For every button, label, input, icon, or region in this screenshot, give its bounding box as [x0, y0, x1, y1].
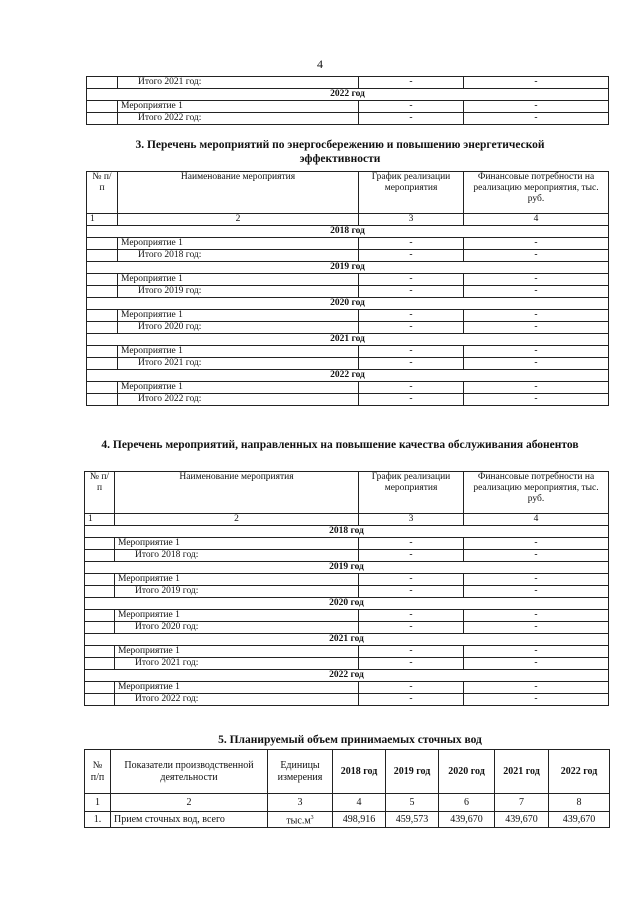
row-label: Итого 2021 год:	[115, 658, 359, 670]
row-label: Итого 2021 год:	[118, 77, 359, 89]
col-number: 2	[118, 214, 359, 226]
col-header-indicator: Показатели производственной деятельности	[111, 750, 268, 794]
finance-cell: -	[464, 622, 609, 634]
table-row	[85, 658, 609, 670]
header-row	[85, 750, 610, 794]
table-row	[87, 89, 609, 101]
year-row: 2018 год	[85, 526, 609, 538]
finance-cell: -	[464, 694, 609, 706]
finance-cell: -	[464, 322, 609, 334]
row-label: Итого 2018 год:	[115, 550, 359, 562]
schedule-cell: -	[359, 322, 464, 334]
value-cell: 459,573	[386, 812, 439, 828]
col-number: 4	[464, 514, 609, 526]
table-row	[87, 298, 609, 310]
row-label: Мероприятие 1	[118, 101, 359, 113]
col-number: 1	[85, 794, 111, 812]
year-row: 2020 год	[85, 598, 609, 610]
value-cell: 439,670	[549, 812, 610, 828]
schedule-cell: -	[359, 610, 464, 622]
table-row	[87, 322, 609, 334]
schedule-cell: -	[359, 550, 464, 562]
header-row	[87, 172, 609, 214]
row-label: Итого 2022 год:	[118, 394, 359, 406]
year-row: 2019 год	[87, 262, 609, 274]
col-header-schedule: График реализации мероприятия	[359, 172, 464, 214]
col-header-year: 2020 год	[439, 750, 495, 794]
unit-text: тыс.м	[286, 815, 311, 827]
finance-cell: -	[464, 358, 609, 370]
schedule-cell: -	[359, 77, 464, 89]
col-number: 4	[333, 794, 386, 812]
col-number: 1	[85, 514, 115, 526]
schedule-cell: -	[359, 622, 464, 634]
finance-cell: -	[464, 113, 609, 125]
row-label: Мероприятие 1	[118, 382, 359, 394]
row-label: Мероприятие 1	[115, 646, 359, 658]
row-label: Итого 2019 год:	[115, 586, 359, 598]
col-header-name: Наименование мероприятия	[115, 472, 359, 514]
finance-cell: -	[464, 550, 609, 562]
top-fragment-table	[86, 76, 609, 125]
schedule-cell: -	[359, 538, 464, 550]
table-row	[87, 334, 609, 346]
year-row: 2020 год	[87, 298, 609, 310]
year-row: 2021 год	[87, 334, 609, 346]
col-number-row	[87, 214, 609, 226]
col-number-row	[85, 514, 609, 526]
section3-title: 3. Перечень мероприятий по энергосбережению и повышению энергетической эффективности	[135, 139, 545, 165]
table-row	[85, 812, 610, 828]
table-row	[87, 382, 609, 394]
year-row: 2022 год	[87, 89, 609, 101]
finance-cell: -	[464, 250, 609, 262]
col-number: 5	[386, 794, 439, 812]
table-row	[85, 598, 609, 610]
row-label: Итого 2020 год:	[115, 622, 359, 634]
table-row	[87, 310, 609, 322]
col-number: 7	[495, 794, 549, 812]
schedule-cell: -	[359, 382, 464, 394]
col-header-year: 2021 год	[495, 750, 549, 794]
col-header-num: № п/п	[85, 750, 111, 794]
year-row: 2021 год	[85, 634, 609, 646]
col-header-finance: Финансовые потребности на реализацию мероприятия, тыс. руб.	[464, 472, 609, 514]
table-row	[85, 526, 609, 538]
finance-cell: -	[464, 382, 609, 394]
schedule-cell: -	[359, 574, 464, 586]
table-row	[87, 286, 609, 298]
finance-cell: -	[464, 682, 609, 694]
header-row	[85, 472, 609, 514]
col-number: 2	[111, 794, 268, 812]
table-row	[87, 77, 609, 89]
table-row	[85, 610, 609, 622]
finance-cell: -	[464, 394, 609, 406]
value-cell: 498,916	[333, 812, 386, 828]
schedule-cell: -	[359, 694, 464, 706]
table-row	[85, 586, 609, 598]
table-row	[85, 622, 609, 634]
col-header-schedule: График реализации мероприятия	[359, 472, 464, 514]
row-label: Мероприятие 1	[118, 238, 359, 250]
col-number: 2	[115, 514, 359, 526]
schedule-cell: -	[359, 646, 464, 658]
table-row	[87, 370, 609, 382]
section5-table	[84, 749, 610, 828]
table-row	[85, 634, 609, 646]
finance-cell: -	[464, 346, 609, 358]
schedule-cell: -	[359, 346, 464, 358]
schedule-cell: -	[359, 682, 464, 694]
row-label: Мероприятие 1	[118, 274, 359, 286]
row-label: Мероприятие 1	[118, 346, 359, 358]
row-label: Мероприятие 1	[115, 610, 359, 622]
row-label: Итого 2020 год:	[118, 322, 359, 334]
table-row	[85, 574, 609, 586]
schedule-cell: -	[359, 286, 464, 298]
col-number: 3	[359, 514, 464, 526]
col-number: 6	[439, 794, 495, 812]
col-number: 4	[464, 214, 609, 226]
col-header-year: 2018 год	[333, 750, 386, 794]
table-row	[87, 274, 609, 286]
year-row: 2019 год	[85, 562, 609, 574]
table-row	[87, 113, 609, 125]
table-row	[87, 346, 609, 358]
col-header-finance: Финансовые потребности на реализацию мероприятия, тыс. руб.	[464, 172, 609, 214]
table-row	[85, 694, 609, 706]
page-number: 4	[317, 57, 323, 71]
year-row: 2018 год	[87, 226, 609, 238]
schedule-cell: -	[359, 238, 464, 250]
unit-cell	[268, 812, 333, 828]
col-header-unit: Единицы измерения	[268, 750, 333, 794]
unit-superscript: 3	[310, 814, 314, 821]
schedule-cell: -	[359, 113, 464, 125]
schedule-cell: -	[359, 250, 464, 262]
col-header-name: Наименование мероприятия	[118, 172, 359, 214]
finance-cell: -	[464, 574, 609, 586]
table-row	[87, 262, 609, 274]
row-number: 1.	[85, 812, 111, 828]
schedule-cell: -	[359, 101, 464, 113]
table-row	[85, 538, 609, 550]
finance-cell: -	[464, 101, 609, 113]
year-blocks	[85, 526, 609, 706]
table-row	[87, 250, 609, 262]
section3-table	[86, 171, 609, 406]
row-label: Итого 2021 год:	[118, 358, 359, 370]
section5-title: 5. Планируемый объем принимаемых сточных вод	[218, 734, 482, 746]
finance-cell: -	[464, 286, 609, 298]
year-row: 2022 год	[85, 670, 609, 682]
col-header-year: 2022 год	[549, 750, 610, 794]
col-header-year: 2019 год	[386, 750, 439, 794]
table-row	[87, 394, 609, 406]
table-row	[85, 562, 609, 574]
col-number-row	[85, 794, 610, 812]
col-header-num: № п/п	[87, 172, 118, 214]
row-label: Прием сточных вод, всего	[111, 812, 268, 828]
finance-cell: -	[464, 274, 609, 286]
row-label: Итого 2022 год:	[115, 694, 359, 706]
table-row	[85, 682, 609, 694]
schedule-cell: -	[359, 658, 464, 670]
year-row: 2022 год	[87, 370, 609, 382]
row-label: Мероприятие 1	[115, 574, 359, 586]
row-label: Мероприятие 1	[115, 538, 359, 550]
schedule-cell: -	[359, 586, 464, 598]
finance-cell: -	[464, 538, 609, 550]
row-label: Итого 2019 год:	[118, 286, 359, 298]
table-row	[87, 226, 609, 238]
value-cell: 439,670	[495, 812, 549, 828]
finance-cell: -	[464, 646, 609, 658]
col-number: 8	[549, 794, 610, 812]
table-row	[87, 101, 609, 113]
table-row	[85, 670, 609, 682]
section4-title: 4. Перечень мероприятий, направленных на повышение качества обслуживания абонентов	[101, 439, 579, 451]
finance-cell: -	[464, 238, 609, 250]
row-label: Мероприятие 1	[118, 310, 359, 322]
schedule-cell: -	[359, 274, 464, 286]
finance-cell: -	[464, 658, 609, 670]
finance-cell: -	[464, 310, 609, 322]
col-header-num: № п/п	[85, 472, 115, 514]
finance-cell: -	[464, 586, 609, 598]
table-row	[85, 550, 609, 562]
col-number: 3	[359, 214, 464, 226]
finance-cell: -	[464, 77, 609, 89]
table-row	[85, 646, 609, 658]
schedule-cell: -	[359, 358, 464, 370]
value-cell: 439,670	[439, 812, 495, 828]
schedule-cell: -	[359, 394, 464, 406]
col-number: 1	[87, 214, 118, 226]
col-number: 3	[268, 794, 333, 812]
row-label: Итого 2018 год:	[118, 250, 359, 262]
year-blocks	[87, 226, 609, 406]
section4-table	[84, 471, 609, 706]
schedule-cell: -	[359, 310, 464, 322]
row-label: Мероприятие 1	[115, 682, 359, 694]
row-label: Итого 2022 год:	[118, 113, 359, 125]
table-row	[87, 358, 609, 370]
table-row	[87, 238, 609, 250]
finance-cell: -	[464, 610, 609, 622]
